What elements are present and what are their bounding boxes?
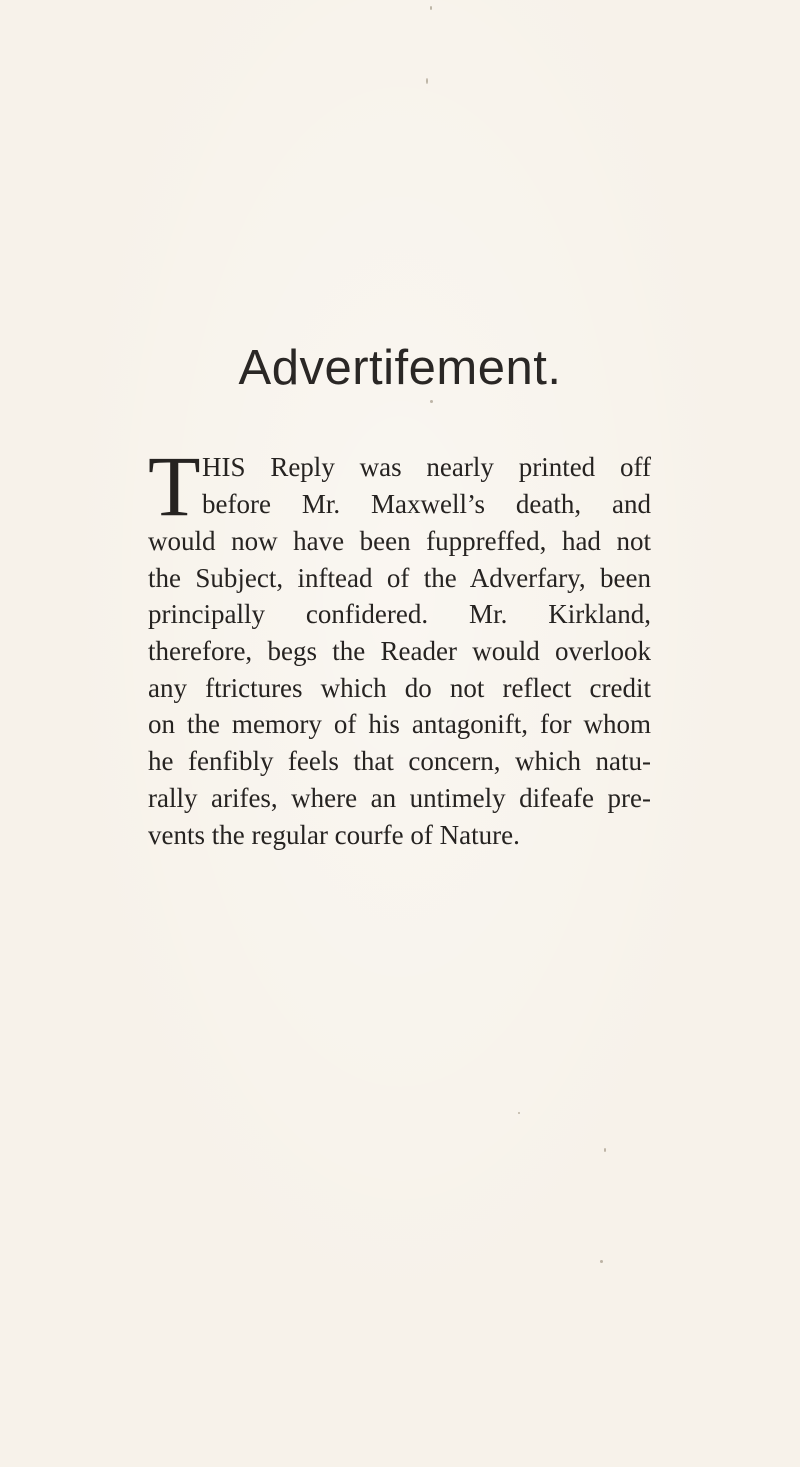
text-line: vents the regular courfe of Nature. [148,819,520,850]
page-title: Advertifement. [238,341,562,395]
drop-cap: T [148,449,201,523]
paper-speck [426,78,428,84]
text-line: therefore, begs the Reader would overlook [148,636,651,667]
text-line: any ftrictures which do not reflect credit [148,672,651,703]
paper-speck [604,1148,606,1152]
paper-speck [600,1260,603,1263]
text-line: principally confidered. Mr. Kirkland, [148,599,651,630]
opening-lines [148,449,651,523]
paper-speck [518,1112,520,1114]
text-line: he fenfibly feels that concern, which natu- [148,746,651,777]
text-line: rally arifes, where an untimely difeafe pre- [148,782,651,813]
paper-speck [430,400,433,403]
text-line: before Mr. Maxwell’s death, and [202,488,651,519]
text-line: the Subject, inftead of the Adverfary, been [148,562,651,593]
advertisement-paragraph [148,449,651,853]
paper-speck [430,6,432,10]
text-line: on the memory of his antagonift, for whom [148,709,651,740]
text-line: HIS Reply was nearly printed off [202,452,651,482]
text-line: would now have been fuppreffed, had not [148,526,651,556]
